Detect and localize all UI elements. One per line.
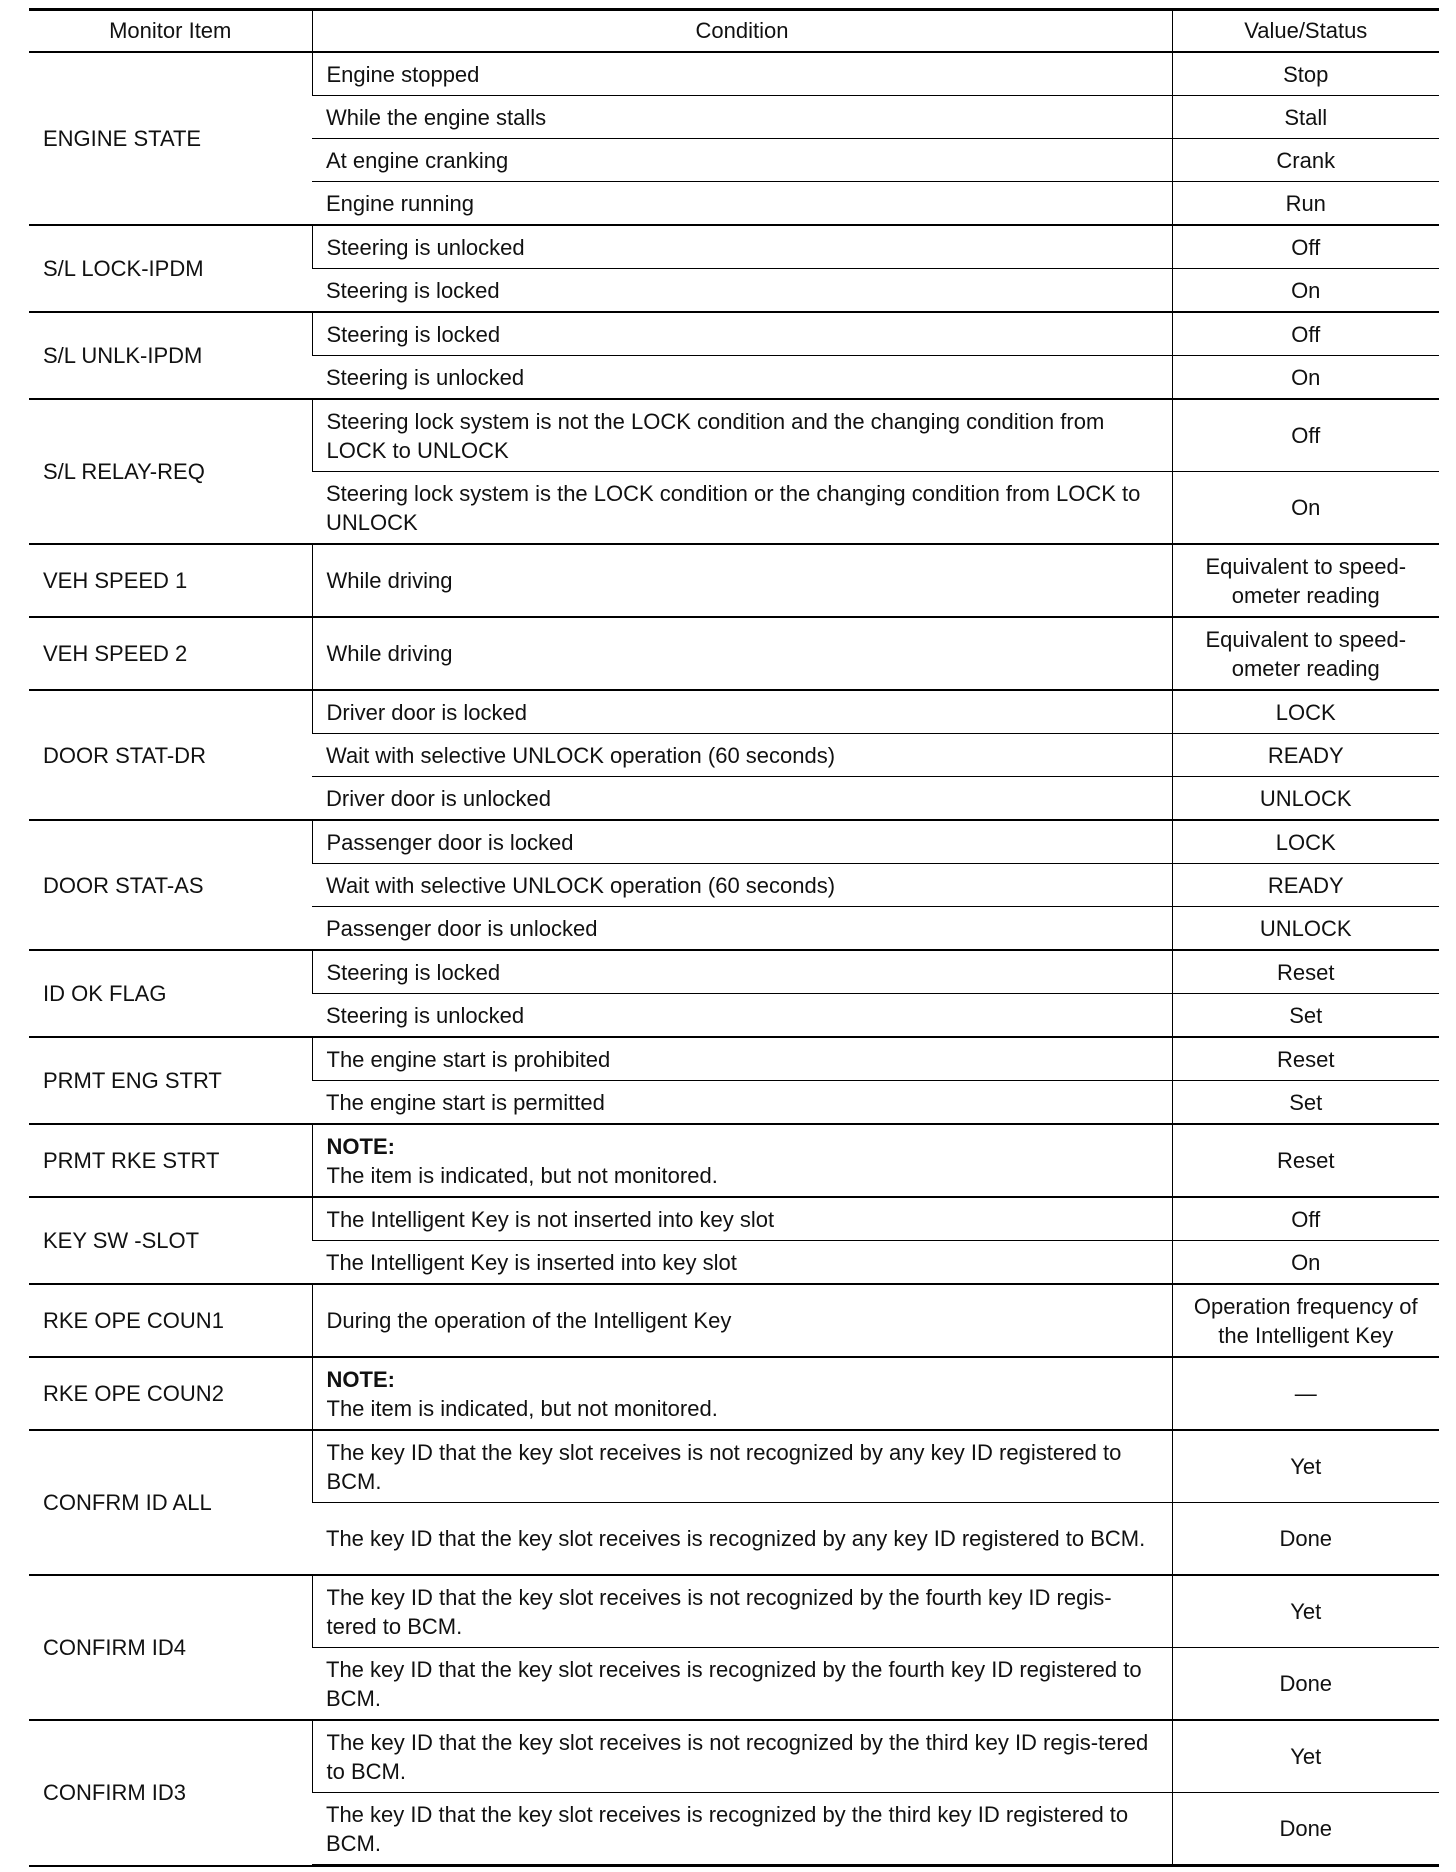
monitor-item-cell: PRMT RKE STRT xyxy=(29,1124,312,1197)
table-row xyxy=(29,52,1439,96)
note-label: NOTE: xyxy=(326,1133,395,1159)
value-status-cell: Off xyxy=(1172,225,1439,269)
condition-cell xyxy=(312,1357,1172,1430)
monitor-item-cell: RKE OPE COUN2 xyxy=(29,1357,312,1430)
table-row xyxy=(29,950,1439,994)
monitor-item-cell: KEY SW -SLOT xyxy=(29,1197,312,1284)
condition-cell: Steering lock system is not the LOCK condition and the changing condition from LOCK to UNLOCK xyxy=(312,399,1172,472)
note-text: The item is indicated, but not monitored. xyxy=(326,1395,718,1421)
condition-cell: The engine start is permitted xyxy=(312,1081,1172,1125)
note-label: NOTE: xyxy=(326,1366,395,1392)
table-row xyxy=(29,617,1439,690)
header-monitor-item: Monitor Item xyxy=(29,10,312,53)
condition-cell: Steering is unlocked xyxy=(312,994,1172,1038)
condition-cell: During the operation of the Intelligent Key xyxy=(312,1284,1172,1357)
condition-cell: Steering is locked xyxy=(312,312,1172,356)
condition-cell: Passenger door is locked xyxy=(312,820,1172,864)
condition-cell: The key ID that the key slot receives is recognized by any key ID registered to BCM. xyxy=(312,1503,1172,1576)
value-status-cell: Equivalent to speed-ometer reading xyxy=(1172,544,1439,617)
value-status-cell: Reset xyxy=(1172,1124,1439,1197)
value-status-cell: Reset xyxy=(1172,1037,1439,1081)
table-row xyxy=(29,1575,1439,1648)
note-text: The item is indicated, but not monitored. xyxy=(326,1162,718,1188)
monitor-item-cell: ID OK FLAG xyxy=(29,950,312,1037)
value-status-cell: Yet xyxy=(1172,1430,1439,1503)
table-row xyxy=(29,1357,1439,1430)
value-status-cell: UNLOCK xyxy=(1172,777,1439,821)
value-status-cell: On xyxy=(1172,356,1439,400)
monitor-item-cell: S/L UNLK-IPDM xyxy=(29,312,312,399)
table-row xyxy=(29,312,1439,356)
table-row xyxy=(29,1284,1439,1357)
table-row xyxy=(29,690,1439,734)
table-row xyxy=(29,820,1439,864)
condition-cell: Engine running xyxy=(312,182,1172,226)
value-status-cell: Off xyxy=(1172,399,1439,472)
value-status-cell: Crank xyxy=(1172,139,1439,182)
table-row xyxy=(29,1037,1439,1081)
monitor-item-cell: DOOR STAT-DR xyxy=(29,690,312,820)
monitor-item-cell: DOOR STAT-AS xyxy=(29,820,312,950)
value-status-cell: LOCK xyxy=(1172,690,1439,734)
condition-cell: Steering is locked xyxy=(312,269,1172,313)
value-status-cell: LOCK xyxy=(1172,820,1439,864)
monitor-item-cell: S/L RELAY-REQ xyxy=(29,399,312,544)
value-status-cell: READY xyxy=(1172,734,1439,777)
condition-cell: Steering is locked xyxy=(312,950,1172,994)
condition-cell: The engine start is prohibited xyxy=(312,1037,1172,1081)
value-status-cell: Stop xyxy=(1172,52,1439,96)
table-row xyxy=(29,225,1439,269)
table-row xyxy=(29,544,1439,617)
condition-cell: The Intelligent Key is inserted into key slot xyxy=(312,1241,1172,1285)
monitor-item-cell: RKE OPE COUN1 xyxy=(29,1284,312,1357)
condition-cell: The key ID that the key slot receives is not recognized by the third key ID regis-tered to BCM. xyxy=(312,1720,1172,1793)
condition-cell: The Intelligent Key is not inserted into key slot xyxy=(312,1197,1172,1241)
table-row xyxy=(29,1124,1439,1197)
table-row xyxy=(29,1430,1439,1503)
monitor-item-cell: PRMT ENG STRT xyxy=(29,1037,312,1124)
value-status-cell: UNLOCK xyxy=(1172,907,1439,951)
monitor-item-cell: VEH SPEED 1 xyxy=(29,544,312,617)
value-status-cell: Run xyxy=(1172,182,1439,226)
table-row xyxy=(29,1720,1439,1793)
header-value-status: Value/Status xyxy=(1172,10,1439,53)
value-status-cell: READY xyxy=(1172,864,1439,907)
condition-cell: While driving xyxy=(312,617,1172,690)
value-status-cell: Yet xyxy=(1172,1575,1439,1648)
value-status-cell: Reset xyxy=(1172,950,1439,994)
condition-cell: Driver door is locked xyxy=(312,690,1172,734)
table-row xyxy=(29,1197,1439,1241)
monitor-item-table xyxy=(29,8,1439,1867)
header-condition: Condition xyxy=(312,10,1172,53)
value-status-cell: Off xyxy=(1172,1197,1439,1241)
value-status-cell: Equivalent to speed-ometer reading xyxy=(1172,617,1439,690)
value-status-cell: On xyxy=(1172,1241,1439,1285)
condition-cell: Steering is unlocked xyxy=(312,356,1172,400)
monitor-item-cell: ENGINE STATE xyxy=(29,52,312,225)
condition-cell: The key ID that the key slot receives is not recognized by any key ID registered to BCM. xyxy=(312,1430,1172,1503)
table-body xyxy=(29,52,1439,1866)
monitor-item-cell: S/L LOCK-IPDM xyxy=(29,225,312,312)
condition-cell: The key ID that the key slot receives is not recognized by the fourth key ID regis-tered to BCM. xyxy=(312,1575,1172,1648)
monitor-item-cell: VEH SPEED 2 xyxy=(29,617,312,690)
value-status-cell: Done xyxy=(1172,1648,1439,1721)
monitor-item-cell: CONFIRM ID3 xyxy=(29,1720,312,1866)
value-status-cell: Off xyxy=(1172,312,1439,356)
table-row xyxy=(29,399,1439,472)
value-status-cell: On xyxy=(1172,472,1439,545)
value-status-cell: Done xyxy=(1172,1503,1439,1576)
condition-cell: While the engine stalls xyxy=(312,96,1172,139)
value-status-cell: — xyxy=(1172,1357,1439,1430)
value-status-cell: Yet xyxy=(1172,1720,1439,1793)
value-status-cell: Operation frequency of the Intelligent Key xyxy=(1172,1284,1439,1357)
condition-cell: Steering is unlocked xyxy=(312,225,1172,269)
value-status-cell: On xyxy=(1172,269,1439,313)
condition-cell: Wait with selective UNLOCK operation (60 seconds) xyxy=(312,734,1172,777)
monitor-item-cell: CONFRM ID ALL xyxy=(29,1430,312,1575)
value-status-cell: Set xyxy=(1172,1081,1439,1125)
table-header-row xyxy=(29,10,1439,53)
condition-cell: Driver door is unlocked xyxy=(312,777,1172,821)
value-status-cell: Set xyxy=(1172,994,1439,1038)
condition-cell: The key ID that the key slot receives is recognized by the fourth key ID registered to BCM. xyxy=(312,1648,1172,1721)
condition-cell: Steering lock system is the LOCK condition or the changing condition from LOCK to UNLOCK xyxy=(312,472,1172,545)
condition-cell: At engine cranking xyxy=(312,139,1172,182)
condition-cell: The key ID that the key slot receives is recognized by the third key ID registered to BCM. xyxy=(312,1793,1172,1866)
value-status-cell: Stall xyxy=(1172,96,1439,139)
condition-cell: Passenger door is unlocked xyxy=(312,907,1172,951)
condition-cell xyxy=(312,1124,1172,1197)
value-status-cell: Done xyxy=(1172,1793,1439,1866)
condition-cell: Engine stopped xyxy=(312,52,1172,96)
condition-cell: Wait with selective UNLOCK operation (60 seconds) xyxy=(312,864,1172,907)
condition-cell: While driving xyxy=(312,544,1172,617)
monitor-item-cell: CONFIRM ID4 xyxy=(29,1575,312,1720)
